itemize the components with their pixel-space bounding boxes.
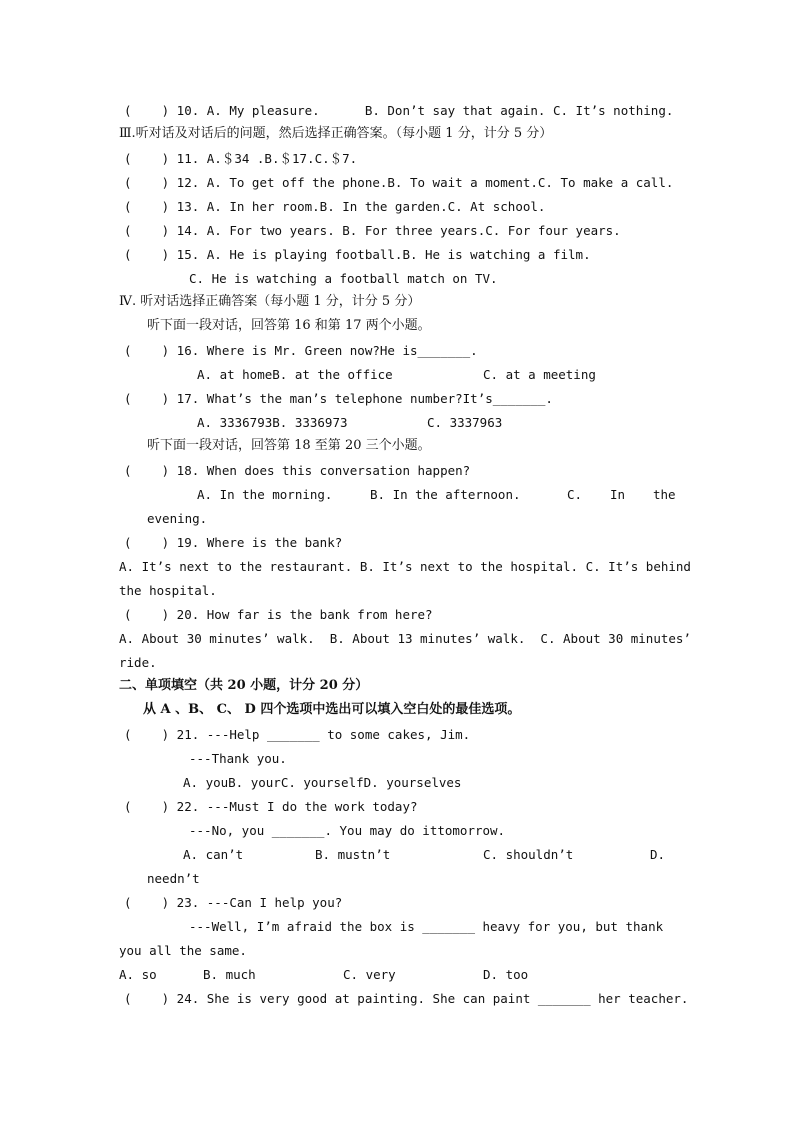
question-19: ( ) 19. Where is the bank?: [124, 535, 343, 550]
question-10: ( ) 10. A. My pleasure. B. Don’t say that again. C. It’s nothing.: [124, 103, 674, 118]
question-19-options-cont: the hospital.: [119, 583, 217, 598]
question-16-options-ab: A. at homeB. at the office: [197, 367, 393, 382]
question-20-options: A. About 30 minutes’ walk. B. About 13 minutes’ walk. C. About 30 minutes’: [119, 631, 691, 646]
question-19-options: A. It’s next to the restaurant. B. It’s next to the hospital. C. It’s behind: [119, 559, 691, 574]
question-15: ( ) 15. A. He is playing football.B. He is watching a film.: [124, 247, 591, 262]
question-15-option-c: C. He is watching a football match on TV.: [189, 271, 498, 286]
question-11: ( ) 11. A.＄34 .B.＄17.C.＄7.: [124, 151, 358, 166]
question-21-options: A. youB. yourC. yourselfD. yourselves: [183, 775, 462, 790]
section-4-intro-2: 听下面一段对话，回答第 18 至第 20 三个小题。: [147, 438, 431, 453]
question-18-option-c-label: C.: [567, 487, 583, 502]
question-23-option-d: D. too: [483, 967, 529, 982]
question-20: ( ) 20. How far is the bank from here?: [124, 607, 433, 622]
question-22-option-c: C. shouldn’t: [483, 847, 574, 862]
question-22-option-b: B. mustn’t: [315, 847, 391, 862]
question-22: ( ) 22. ---Must I do the work today?: [124, 799, 418, 814]
question-16-option-c: C. at a meeting: [483, 367, 596, 382]
question-21: ( ) 21. ---Help _______ to some cakes, Jim.: [124, 727, 471, 742]
question-18-option-c-word2: the: [653, 487, 676, 502]
question-22-option-d-label: D.: [650, 847, 666, 862]
question-18-option-c-cont: evening.: [147, 511, 208, 526]
question-24: ( ) 24. She is very good at painting. She can paint _______ her teacher.: [124, 991, 689, 1006]
question-17-options-ab: A. 3336793B. 3336973: [197, 415, 348, 430]
section-3-heading: Ⅲ.听对话及对话后的问题，然后选择正确答案。（每小题 1 分，计分 5 分）: [119, 126, 553, 141]
question-18: ( ) 18. When does this conversation happen?: [124, 463, 471, 478]
question-22-option-a: A. can’t: [183, 847, 244, 862]
part-2-heading: 二、单项填空（共 20 小题，计分 20 分）: [119, 678, 369, 693]
question-23-option-b: B. much: [203, 967, 256, 982]
question-12: ( ) 12. A. To get off the phone.B. To wait a moment.C. To make a call.: [124, 175, 674, 190]
question-20-options-cont: ride.: [119, 655, 157, 670]
part-2-instructions: 从 A 、B、 C、 D 四个选项中选出可以填入空白处的最佳选项。: [143, 702, 521, 717]
question-21-reply: ---Thank you.: [189, 751, 287, 766]
question-18-option-b: B. In the afternoon.: [370, 487, 521, 502]
question-23-option-c: C. very: [343, 967, 396, 982]
question-13: ( ) 13. A. In her room.B. In the garden.C. At school.: [124, 199, 546, 214]
question-17-option-c: C. 3337963: [427, 415, 503, 430]
question-23-reply-cont: you all the same.: [119, 943, 247, 958]
section-4-intro-1: 听下面一段对话，回答第 16 和第 17 两个小题。: [147, 318, 431, 333]
question-18-option-c-word1: In: [610, 487, 626, 502]
question-22-option-d-cont: needn’t: [147, 871, 200, 886]
question-23-reply: ---Well, I’m afraid the box is _______ heavy for you, but thank: [189, 919, 664, 934]
question-16: ( ) 16. Where is Mr. Green now?He is_______.: [124, 343, 478, 358]
question-17: ( ) 17. What’s the man’s telephone number?It’s_______.: [124, 391, 553, 406]
question-23: ( ) 23. ---Can I help you?: [124, 895, 343, 910]
question-22-reply: ---No, you _______. You may do ittomorrow.: [189, 823, 506, 838]
section-4-heading: Ⅳ. 听对话选择正确答案（每小题 1 分，计分 5 分）: [119, 294, 421, 309]
question-14: ( ) 14. A. For two years. B. For three years.C. For four years.: [124, 223, 621, 238]
question-23-option-a: A. so: [119, 967, 157, 982]
question-18-option-a: A. In the morning.: [197, 487, 333, 502]
